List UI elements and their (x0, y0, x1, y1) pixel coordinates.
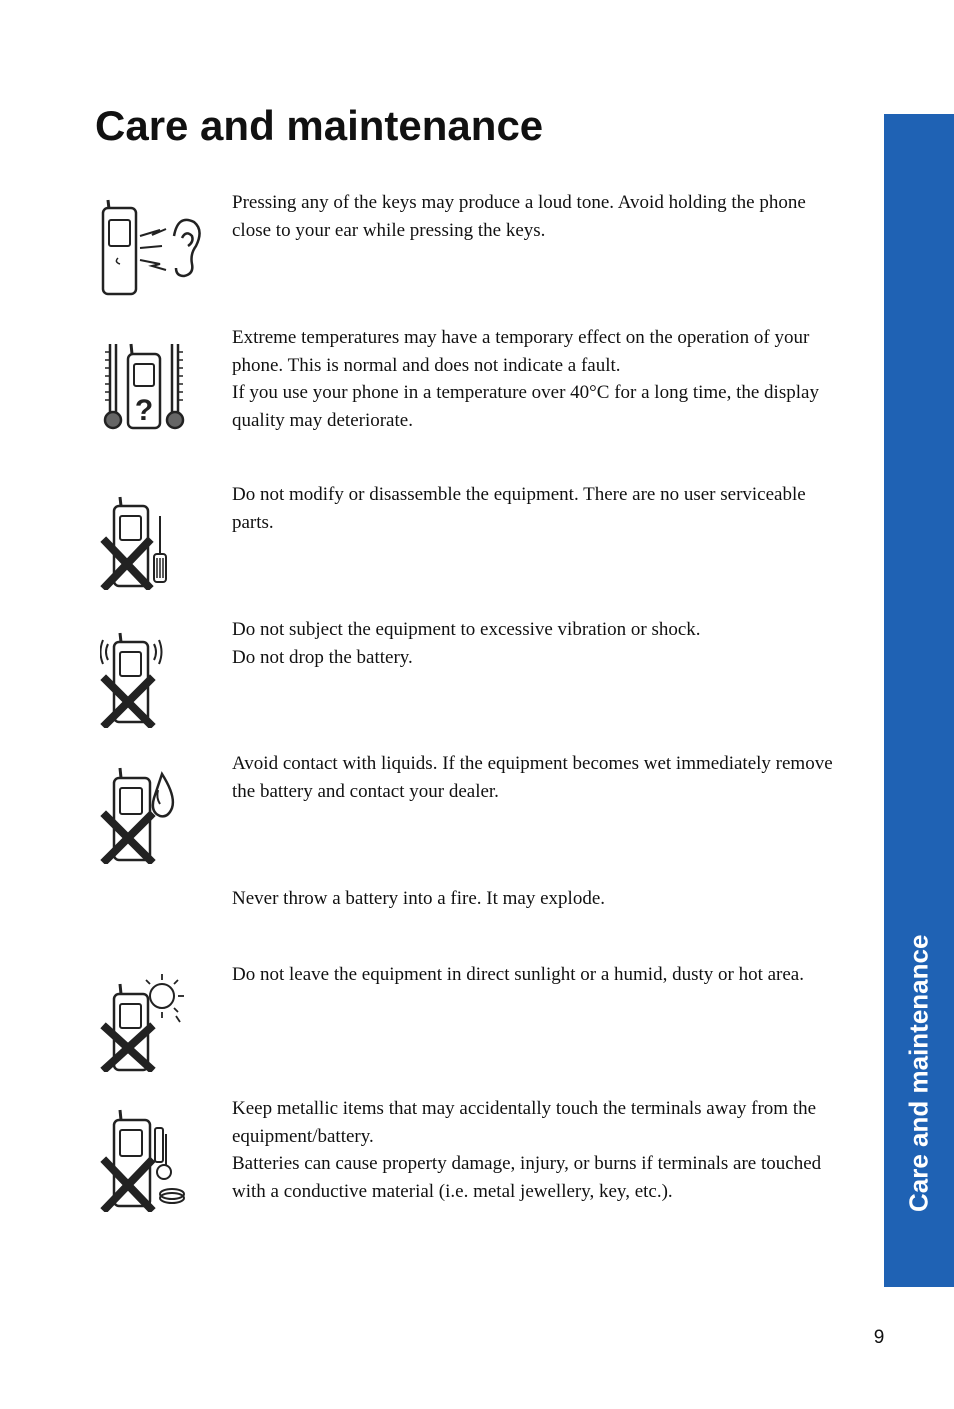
paragraph: Do not leave the equipment in direct sunlight or a humid, dusty or hot area. (232, 964, 804, 985)
svg-text:?: ? (134, 394, 154, 427)
page-title: Care and maintenance (95, 102, 544, 149)
page-number: 9 (873, 1327, 885, 1348)
paragraph: Do not modify or disassemble the equipment. There are no user serviceable parts. (232, 484, 806, 533)
section-text (232, 481, 842, 536)
paragraph: Never throw a battery into a fire. It may explode. (232, 888, 605, 909)
section-text (232, 961, 842, 989)
section-text (232, 616, 842, 671)
side-tab (884, 114, 954, 1287)
paragraph: Batteries can cause property damage, injury, or burns if terminals are touched with a conductive material (i.e. metal jewellery, key, etc.). (232, 1153, 822, 1202)
paragraph: Keep metallic items that may accidentally touch the terminals away from the equipment/battery. (232, 1098, 817, 1147)
no-metallic-items-icon (100, 1106, 188, 1212)
section-text (232, 1095, 842, 1205)
no-disassemble-icon (100, 494, 172, 590)
phone-ear-loud-tone-icon (100, 198, 204, 298)
paragraph: Pressing any of the keys may produce a loud tone. Avoid holding the phone close to your ear while pressing the keys. (232, 192, 806, 241)
section-text (232, 189, 842, 244)
section-text (232, 750, 842, 805)
no-vibration-icon (100, 630, 164, 728)
paragraph: If you use your phone in a temperature over 40°C for a long time, the display quality may deteriorate. (232, 382, 819, 431)
paragraph: Do not subject the equipment to excessive vibration or shock. (232, 619, 701, 640)
no-sunlight-icon (100, 972, 186, 1072)
paragraph: Avoid contact with liquids. If the equipment becomes wet immediately remove the battery and contact your dealer. (232, 753, 833, 802)
section-text (232, 885, 842, 913)
no-liquid-icon (100, 764, 176, 864)
phone-thermometer-icon (100, 340, 188, 432)
section-text (232, 324, 842, 434)
paragraph: Extreme temperatures may have a temporary effect on the operation of your phone. This is normal and does not indicate a fault. (232, 327, 810, 376)
side-tab-label: Care and maintenance (903, 934, 934, 1212)
paragraph: Do not drop the battery. (232, 646, 413, 668)
